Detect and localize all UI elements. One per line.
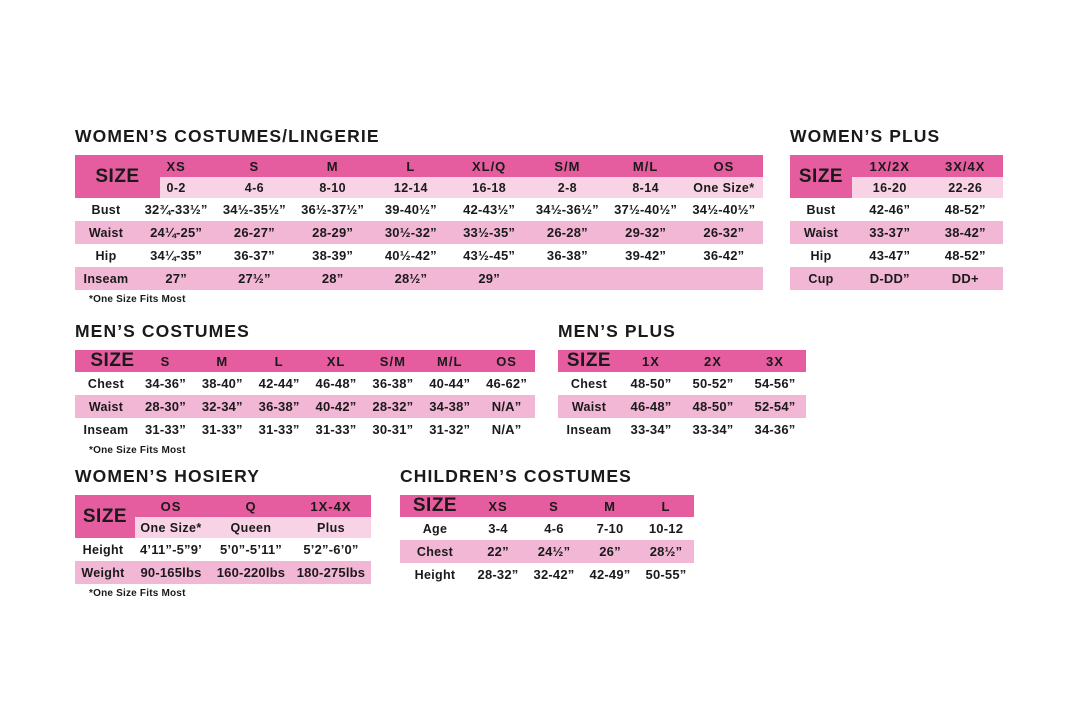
header-row — [137, 350, 535, 372]
header-cell: L — [274, 353, 284, 369]
size-label: SIZE — [75, 350, 150, 372]
value-cell: 48-50” — [692, 399, 734, 414]
subheader-cell: 12-14 — [393, 180, 428, 195]
value-cell: 24½” — [537, 544, 571, 559]
subheader-cell: 2-8 — [557, 180, 578, 195]
subheader-cell: One Size* — [140, 520, 202, 535]
footnote-one-size: *One Size Fits Most — [89, 445, 186, 456]
value-cell: 34¼-35” — [150, 248, 203, 263]
header-cell: 2X — [704, 353, 722, 369]
table-header — [558, 350, 806, 372]
value-cell: 36-38” — [372, 376, 414, 391]
value-cell: 33-34” — [692, 422, 734, 437]
header-row — [852, 155, 1003, 177]
header-row — [620, 350, 806, 372]
header-cell: M — [216, 353, 229, 369]
value-cell: 31-33” — [315, 422, 357, 437]
value-cell: 39-40½” — [384, 202, 437, 217]
table-header — [400, 495, 694, 517]
header-cell: 3X — [766, 353, 784, 369]
value-cell: 36-42” — [703, 248, 745, 263]
header-cell: S — [249, 158, 260, 174]
row-label: Waist — [88, 399, 124, 414]
value-cell: 32-34” — [201, 399, 243, 414]
size-label: SIZE — [558, 350, 620, 372]
subheader-cell: 8-10 — [319, 180, 346, 195]
value-cell: 31-33” — [144, 422, 186, 437]
value-cell: 52-54” — [754, 399, 796, 414]
value-cell: 28½” — [649, 544, 683, 559]
size-label: SIZE — [75, 495, 135, 538]
value-cell: N/A” — [491, 399, 522, 414]
value-cell: 28½” — [394, 271, 428, 286]
row-label: Inseam — [566, 422, 612, 437]
value-cell: 34-38” — [429, 399, 471, 414]
value-cell: DD+ — [951, 271, 979, 286]
row-label: Height — [82, 542, 124, 557]
header-cell: S/M — [554, 158, 581, 174]
header-cell: 1X/2X — [869, 158, 910, 174]
table-header — [75, 155, 763, 198]
header-cell: OS — [160, 498, 182, 514]
value-cell: 36-38” — [546, 248, 588, 263]
value-cell: 27” — [165, 271, 187, 286]
row-label: Chest — [416, 544, 454, 559]
header-cell: S/M — [379, 353, 406, 369]
row-label: Hip — [95, 248, 117, 263]
subheader-row — [137, 177, 763, 198]
mens-plus-section — [558, 321, 806, 441]
row-label: Chest — [570, 376, 608, 391]
value-cell: 46-48” — [630, 399, 672, 414]
subheader-cell: 4-6 — [244, 180, 265, 195]
subheader-cell: 16-18 — [472, 180, 507, 195]
value-cell: 26-27” — [233, 225, 275, 240]
value-cell: 31-33” — [201, 422, 243, 437]
header-cell: Q — [245, 498, 257, 514]
subheader-cell: 8-14 — [632, 180, 659, 195]
table-row — [790, 198, 1003, 221]
size-label: SIZE — [400, 495, 470, 517]
value-cell: 26-28” — [546, 225, 588, 240]
subheader-cell: Plus — [317, 520, 345, 535]
womens-plus-section — [790, 126, 1003, 290]
table-row — [558, 418, 806, 441]
value-cell: 27½” — [238, 271, 271, 286]
value-cell: 30½-32” — [384, 225, 437, 240]
header-cell: XS — [166, 158, 186, 174]
header-cell: S — [549, 498, 559, 514]
header-cell: 1X — [642, 353, 660, 369]
table-row — [75, 267, 763, 290]
header-cell: L — [661, 498, 671, 514]
section-title-mens-costumes: MEN’S COSTUMES — [75, 321, 250, 341]
value-cell: 34-36” — [754, 422, 796, 437]
table-row — [400, 540, 694, 563]
value-cell: 48-50” — [630, 376, 672, 391]
value-cell: 34-36” — [144, 376, 186, 391]
value-cell: D-DD” — [869, 271, 910, 286]
value-cell: 42-44” — [258, 376, 300, 391]
value-cell: 24¼-25” — [150, 225, 203, 240]
value-cell: 5’2”-6’0” — [303, 542, 359, 557]
value-cell: 37½-40½” — [614, 202, 678, 217]
header-cell: L — [406, 158, 416, 174]
value-cell: 34½-36½” — [535, 202, 599, 217]
section-title-mens-plus: MEN’S PLUS — [558, 321, 676, 341]
value-cell: 42-43½” — [463, 202, 516, 217]
row-label: Height — [414, 567, 456, 582]
value-cell: 40-44” — [429, 376, 471, 391]
value-cell: 50-52” — [692, 376, 734, 391]
value-cell: 40½-42” — [384, 248, 437, 263]
row-label: Inseam — [83, 422, 129, 437]
value-cell: 4-6 — [544, 521, 564, 536]
value-cell: 28-32” — [477, 567, 519, 582]
table-header — [75, 495, 371, 538]
value-cell: 26” — [599, 544, 621, 559]
value-cell: 31-33” — [258, 422, 300, 437]
table-row — [400, 517, 694, 540]
value-cell: 38-39” — [312, 248, 354, 263]
value-cell: 32-42” — [533, 567, 575, 582]
value-cell: 29” — [478, 271, 500, 286]
value-cell: 33-34” — [630, 422, 672, 437]
value-cell: 38-42” — [944, 225, 986, 240]
value-cell: 36-37” — [233, 248, 275, 263]
womens-costumes-section — [75, 126, 763, 305]
row-label: Age — [422, 521, 448, 536]
size-label: SIZE — [75, 155, 160, 198]
subheader-cell: 0-2 — [166, 180, 186, 195]
header-cell: M/L — [437, 353, 463, 369]
value-cell: 3-4 — [488, 521, 508, 536]
value-cell: 48-52” — [944, 202, 986, 217]
womens-costumes-table — [75, 155, 763, 290]
row-label: Waist — [571, 399, 607, 414]
header-cell: OS — [496, 353, 517, 369]
value-cell: 7-10 — [596, 521, 624, 536]
row-label: Bust — [91, 202, 121, 217]
header-cell: M — [326, 158, 339, 174]
value-cell: 28-32” — [372, 399, 414, 414]
table-row — [75, 221, 763, 244]
value-cell: 160-220lbs — [216, 565, 286, 580]
value-cell: 33½-35” — [463, 225, 516, 240]
header-cell: 3X/4X — [945, 158, 986, 174]
subheader-cell: 16-20 — [872, 180, 907, 195]
table-row — [558, 372, 806, 395]
value-cell: 32¾-33½” — [144, 202, 208, 217]
header-cell: XS — [488, 498, 508, 514]
womens-hosiery-section — [75, 466, 371, 599]
table-header — [75, 350, 535, 372]
value-cell: 54-56” — [754, 376, 796, 391]
value-cell: 36½-37½” — [301, 202, 365, 217]
header-row — [137, 155, 763, 177]
table-row — [75, 372, 535, 395]
value-cell: 42-49” — [589, 567, 631, 582]
section-title-womens-costumes: WOMEN’S COSTUMES/LINGERIE — [75, 126, 380, 146]
value-cell: 42-46” — [869, 202, 911, 217]
value-cell: 46-62” — [486, 376, 528, 391]
row-label: Waist — [88, 225, 124, 240]
value-cell: 90-165lbs — [140, 565, 202, 580]
row-label: Inseam — [83, 271, 129, 286]
value-cell: 10-12 — [648, 521, 684, 536]
value-cell: 5’0”-5’11” — [220, 542, 282, 557]
row-label: Chest — [87, 376, 125, 391]
subheader-row — [131, 517, 371, 538]
value-cell: 40-42” — [315, 399, 357, 414]
header-cell: S — [160, 353, 171, 369]
value-cell: 26-32” — [703, 225, 745, 240]
row-label: Weight — [81, 565, 125, 580]
footnote-one-size: *One Size Fits Most — [89, 294, 186, 305]
womens-hosiery-table — [75, 495, 371, 584]
subheader-cell: Queen — [230, 520, 272, 535]
table-row — [558, 395, 806, 418]
table-row — [75, 395, 535, 418]
table-row — [75, 418, 535, 441]
value-cell: 28-30” — [144, 399, 186, 414]
childrens-costumes-section — [400, 466, 694, 586]
footnote-one-size: *One Size Fits Most — [89, 588, 186, 599]
value-cell: 28-29” — [312, 225, 354, 240]
value-cell: 34½-35½” — [222, 202, 286, 217]
value-cell: 46-48” — [315, 376, 357, 391]
childrens-costumes-table — [400, 495, 694, 586]
value-cell: N/A” — [491, 422, 522, 437]
value-cell: 43-47” — [869, 248, 911, 263]
section-title-womens-plus: WOMEN’S PLUS — [790, 126, 941, 146]
header-row — [131, 495, 371, 517]
subheader-cell: 22-26 — [948, 180, 983, 195]
value-cell: 38-40” — [201, 376, 243, 391]
section-title-childrens-costumes: CHILDREN’S COSTUMES — [400, 466, 632, 486]
table-header — [790, 155, 1003, 198]
table-row — [75, 198, 763, 221]
value-cell: 36-38” — [258, 399, 300, 414]
header-cell: M — [604, 498, 616, 514]
value-cell: 30-31” — [372, 422, 414, 437]
header-cell: OS — [713, 158, 735, 174]
value-cell: 28” — [321, 271, 344, 286]
womens-plus-table — [790, 155, 1003, 290]
value-cell: 43½-45” — [463, 248, 516, 263]
header-row — [470, 495, 694, 517]
table-row — [790, 267, 1003, 290]
table-row — [75, 538, 371, 561]
row-label: Hip — [810, 248, 832, 263]
table-row — [75, 561, 371, 584]
row-label: Waist — [803, 225, 839, 240]
value-cell: 48-52” — [944, 248, 986, 263]
value-cell: 4’11”-5”9’ — [140, 542, 202, 557]
header-cell: XL/Q — [471, 158, 507, 174]
value-cell: 22” — [487, 544, 509, 559]
table-row — [400, 563, 694, 586]
header-cell: M/L — [632, 158, 659, 174]
value-cell: 39-42” — [625, 248, 667, 263]
row-label: Bust — [806, 202, 836, 217]
value-cell: 34½-40½” — [692, 202, 756, 217]
mens-costumes-table — [75, 350, 535, 441]
size-label: SIZE — [790, 155, 852, 198]
value-cell: 33-37” — [869, 225, 911, 240]
value-cell: 31-32” — [429, 422, 471, 437]
mens-costumes-section — [75, 321, 535, 456]
table-row — [790, 221, 1003, 244]
table-row — [75, 244, 763, 267]
value-cell: 29-32” — [625, 225, 667, 240]
table-row — [790, 244, 1003, 267]
subheader-cell: One Size* — [693, 180, 755, 195]
mens-plus-table — [558, 350, 806, 441]
row-label: Cup — [808, 271, 834, 286]
subheader-row — [852, 177, 1003, 198]
section-title-womens-hosiery: WOMEN’S HOSIERY — [75, 466, 261, 486]
value-cell: 50-55” — [645, 567, 687, 582]
header-cell: 1X-4X — [310, 498, 352, 514]
value-cell: 180-275lbs — [296, 565, 366, 580]
header-cell: XL — [326, 353, 346, 369]
